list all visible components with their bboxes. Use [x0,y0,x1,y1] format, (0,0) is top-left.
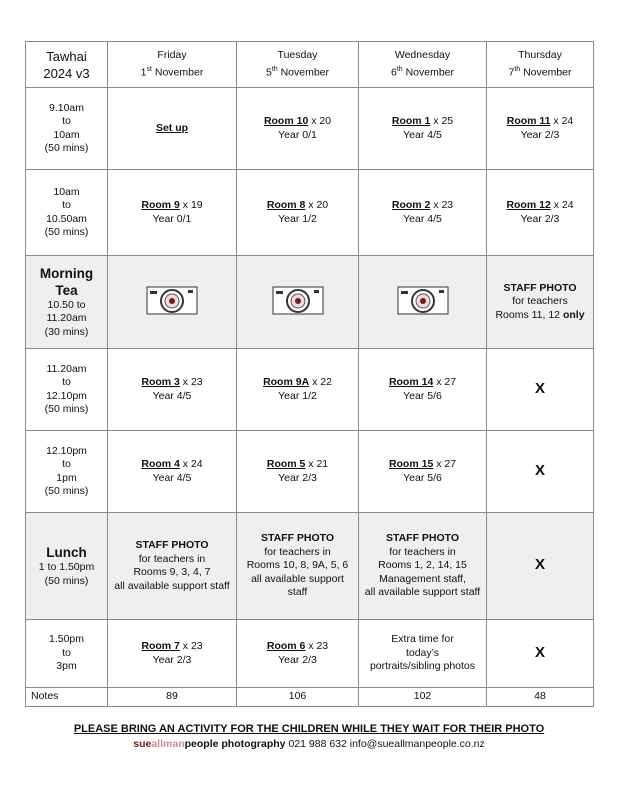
slot-row-4 [26,349,594,431]
time-cell: 1.50pm to 3pm [26,620,108,688]
room-label: Room 1 [391,115,431,127]
slot-cell: Room 9A x 22 Year 1/2 [237,349,359,431]
slot-row-morning-tea [26,256,594,349]
slot-cell: Room 8 x 20 Year 1/2 [237,170,359,256]
slot-cell: Extra time for today’s portraits/sibling photos [359,620,487,688]
day-header-wednesday [359,42,487,88]
slot-cell [237,256,359,349]
schedule-table [25,41,594,707]
staff-photo-title: STAFF PHOTO [135,539,209,551]
slot-cell: Room 9 x 19 Year 0/1 [108,170,237,256]
camera-icon [272,285,324,315]
time-cell: 12.10pm to 1pm (50 mins) [26,431,108,513]
notes-row [26,688,594,707]
camera-icon [397,285,449,315]
day-header-thursday [487,42,594,88]
notes-value: 89 [108,688,237,707]
day-header-tuesday [237,42,359,88]
slot-cell: Room 2 x 23 Year 4/5 [359,170,487,256]
unavailable-mark: X [534,556,545,574]
room-label: Room 4 [141,458,180,470]
break-label: Morning [39,265,94,281]
slot-cell: STAFF PHOTO for teachers Rooms 11, 12 only [487,256,594,349]
slot-row-7 [26,620,594,688]
notes-label: Notes [26,688,108,707]
slot-cell [487,620,594,688]
title-line-1: Tawhai [46,48,87,64]
slot-cell: Room 7 x 23 Year 2/3 [108,620,237,688]
room-label: Room 9A [263,376,310,388]
slot-cell [487,349,594,431]
slot-cell [487,431,594,513]
header-row [26,42,594,88]
slot-cell: Room 11 x 24 Year 2/3 [487,88,594,170]
unavailable-mark: X [534,379,545,397]
room-label: Room 9 [141,199,180,211]
slot-row-1 [26,88,594,170]
slot-cell: Room 15 x 27 Year 5/6 [359,431,487,513]
day-date: 6th November [390,65,455,79]
contact-line: sueallmanpeople photography 021 988 632 info@sueallmanpeople.co.nz [133,738,485,750]
slot-cell: Room 3 x 23 Year 4/5 [108,349,237,431]
day-name: Tuesday [277,49,318,62]
room-label: Room 15 [388,458,434,470]
title-line-2: 2024 v3 [43,65,90,81]
staff-photo-title: STAFF PHOTO [385,532,460,545]
time-cell: 10am to 10.50am (50 mins) [26,170,108,256]
notes-value: 102 [359,688,487,707]
room-label: Room 6 [266,640,306,652]
schedule-title [26,42,108,88]
slot-cell: STAFF PHOTO for teachers in Rooms 1, 2, 14, 15 Management staff, all available support staff [359,513,487,620]
slot-cell: Room 1 x 25 Year 4/5 [359,88,487,170]
staff-photo-title: STAFF PHOTO [260,532,335,545]
slot-cell: Room 10 x 20 Year 0/1 [237,88,359,170]
room-label: Room 3 [141,376,180,388]
day-date: 5th November [265,65,330,79]
slot-cell: Room 5 x 21 Year 2/3 [237,431,359,513]
staff-photo-title: STAFF PHOTO [503,281,577,294]
slot-row-5 [26,431,594,513]
slot-cell: STAFF PHOTO for teachers in Rooms 10, 8, 9A, 5, 6 all available support staff [237,513,359,620]
day-name: Wednesday [394,49,451,62]
day-header-friday [108,42,237,88]
slot-cell: Room 6 x 23 Year 2/3 [237,620,359,688]
room-label: Room 14 [388,376,434,388]
day-name: Friday [157,49,187,62]
slot-row-lunch [26,513,594,620]
brand-name: sue [133,738,152,750]
unavailable-mark: X [534,643,545,661]
room-label: Room 11 [506,115,551,127]
slot-cell [108,256,237,349]
room-label: Room 8 [266,199,306,211]
slot-cell [108,88,237,170]
day-date: 1st November [140,65,204,79]
unavailable-mark: X [534,461,545,479]
time-cell: 11.20am to 12.10pm (50 mins) [26,349,108,431]
contact-details: 021 988 632 info@sueallmanpeople.co.nz [285,738,485,750]
slot-cell: Room 4 x 24 Year 4/5 [108,431,237,513]
day-date: 7th November [508,65,572,79]
slot-cell [359,256,487,349]
room-label: Room 10 [263,115,309,127]
room-label: Room 7 [141,640,180,652]
slot-cell: Room 12 x 24 Year 2/3 [487,170,594,256]
slot-cell [487,513,594,620]
room-label: Room 12 [506,199,551,211]
time-cell: Morning Tea 10.50 to 11.20am (30 mins) [26,256,108,349]
day-name: Thursday [518,49,562,62]
break-label: Lunch [46,545,87,560]
notes-value: 48 [487,688,594,707]
time-cell: 9.10am to 10am (50 mins) [26,88,108,170]
notes-value: 106 [237,688,359,707]
slot-cell: STAFF PHOTO for teachers in Rooms 9, 3, 4, 7 all available support staff [108,513,237,620]
activity-notice: PLEASE BRING AN ACTIVITY FOR THE CHILDREN WHILE THEY WAIT FOR THEIR PHOTO [73,723,545,735]
setup-label: Set up [155,121,189,134]
room-label: Room 2 [391,199,431,211]
slot-row-2 [26,170,594,256]
room-label: Room 5 [266,458,306,470]
camera-icon [146,285,198,315]
time-cell: Lunch 1 to 1.50pm (50 mins) [26,513,108,620]
slot-cell: Room 14 x 27 Year 5/6 [359,349,487,431]
